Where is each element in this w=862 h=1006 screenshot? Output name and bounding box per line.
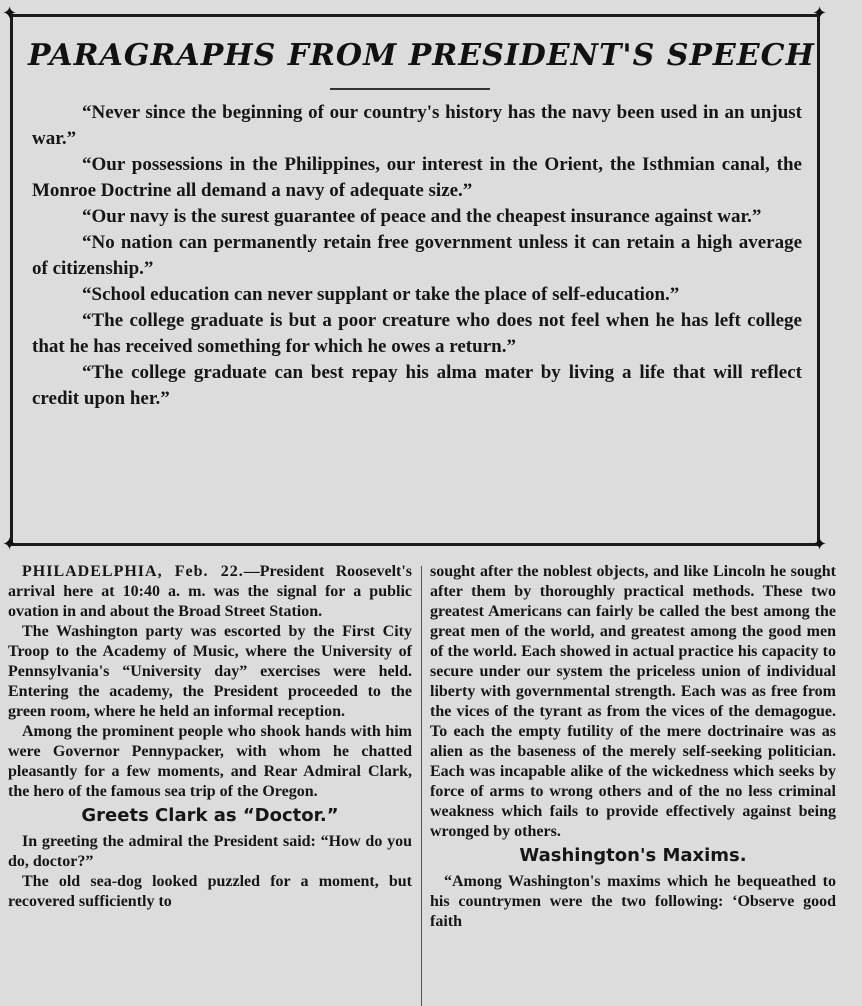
article-paragraph: The Washington party was escorted by the First City Troop to the Academy of Music, where the University of Pennsylvania's “University day” exercises were held. Entering the academy, the President proceeded to the green room, where he held an informal reception. bbox=[8, 623, 412, 720]
article-paragraph: In greeting the admiral the President said: “How do you do, doctor?” bbox=[8, 833, 412, 870]
article-column-right bbox=[430, 562, 836, 932]
lead-paragraph bbox=[8, 562, 412, 622]
quote-paragraph: “No nation can permanently retain free government unless it can retain a high average of citizenship.” bbox=[32, 232, 802, 279]
dateline: PHILADELPHIA, Feb. 22. bbox=[22, 563, 244, 580]
corner-ornament-top-right: ✦ bbox=[812, 3, 828, 24]
article-paragraph: “Among Washington's maxims which he bequeathed to his countrymen were the two following: ‘Observe good faith bbox=[430, 873, 836, 930]
quote-paragraph: “School education can never supplant or take the place of self-education.” bbox=[82, 284, 680, 305]
headline-rule bbox=[330, 88, 490, 90]
corner-ornament-top-left: ✦ bbox=[2, 3, 18, 24]
subheading-greets-clark: Greets Clark as “Doctor.” bbox=[81, 805, 339, 826]
quote-paragraph: “The college graduate is but a poor creature who does not feel when he has left college that he has received something for which he owes a return.” bbox=[32, 310, 802, 357]
corner-ornament-bottom-right: ✦ bbox=[812, 534, 828, 555]
subheading-washingtons-maxims: Washington's Maxims. bbox=[519, 845, 747, 866]
lead-paragraph-text: —President Roosevelt's arrival here at 10:40 a. m. was the signal for a public ovation in and about the Broad Street Station. bbox=[8, 563, 413, 620]
quote-paragraph: “Our possessions in the Philippines, our interest in the Orient, the Isthmian canal, the Monroe Doctrine all demand a navy of adequate size.” bbox=[32, 154, 802, 201]
quote-paragraph: “Never since the beginning of our country's history has the navy been used in an unjust war.” bbox=[32, 102, 802, 149]
box-headline: PARAGRAPHS FROM PRESIDENT'S SPEECH bbox=[28, 38, 815, 73]
quote-paragraph: “Our navy is the surest guarantee of peace and the cheapest insurance against war.” bbox=[82, 206, 762, 227]
article-paragraph: The old sea-dog looked puzzled for a moment, but recovered sufficiently to bbox=[8, 873, 412, 910]
column-divider bbox=[421, 566, 422, 1006]
corner-ornament-bottom-left: ✦ bbox=[2, 534, 18, 555]
article-paragraph: Among the prominent people who shook hands with him were Governor Pennypacker, with whom he chatted pleasantly for a few moments, and Rear Admiral Clark, the hero of the famous sea trip of the Oregon. bbox=[8, 723, 412, 800]
quote-paragraph: “The college graduate can best repay his alma mater by living a life that will reflect credit upon her.” bbox=[32, 362, 802, 409]
speech-quotes bbox=[32, 100, 802, 412]
article-paragraph: sought after the noblest objects, and like Lincoln he sought after them by thoroughly practical methods. These two greatest Americans can fairly be called the best among the great men of the world, and greatest among the good men of the world. Each showed in actual practice his capacity to secure under our system the priceless union of individual liberty with governmental strength. Each was as free from the vices of the tyrant as from the vices of the demagogue. To each the empty futility of the mere doctrinaire was as alien as the baseness of the merely self-seeking politician. Each was incapable alike of the wickedness which seeks by force of arms to wrong others and of the no less criminal weakness which fails to provide effectively against being wronged by others. bbox=[430, 563, 836, 840]
article-column-left bbox=[8, 562, 412, 912]
